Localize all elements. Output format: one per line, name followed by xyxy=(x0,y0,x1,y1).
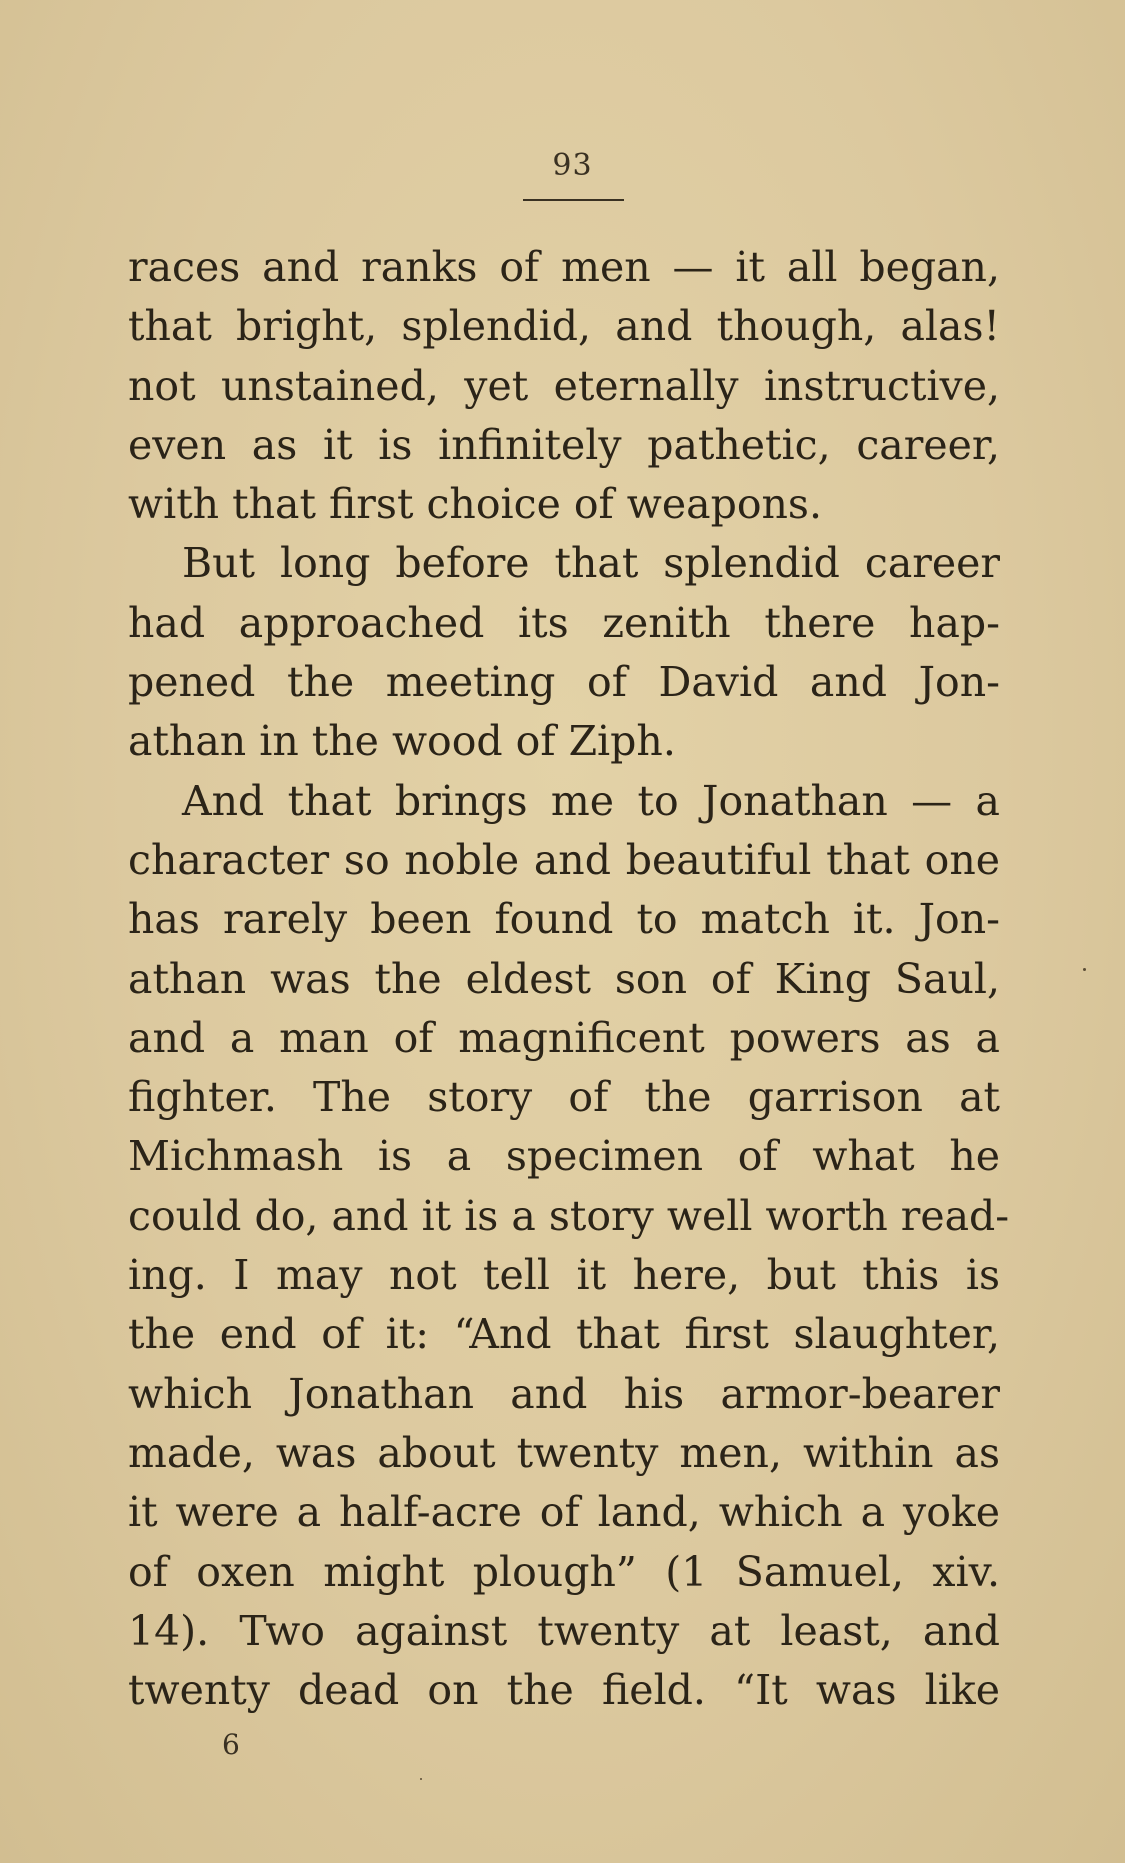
signature-mark: 6 xyxy=(222,1728,240,1761)
text-line: athan was the eldest son of King Saul, xyxy=(128,954,1000,1003)
text-line: But long before that splendid career xyxy=(182,539,1000,588)
text-line: character so noble and beautiful that one xyxy=(128,835,1000,884)
text-line: fighter. The story of the garrison at xyxy=(128,1073,1000,1122)
paper-speck xyxy=(420,1778,422,1780)
text-line: and a man of magnificent powers as a xyxy=(128,1013,1000,1062)
text-line: twenty dead on the field. “It was like xyxy=(128,1666,1000,1715)
text-line: pened the meeting of David and Jon- xyxy=(128,658,1000,707)
text-line: of oxen might plough” (1 Samuel, xiv. xyxy=(128,1547,1000,1596)
text-line: which Jonathan and his armor-bearer xyxy=(128,1369,1000,1418)
text-line: that bright, splendid, and though, alas! xyxy=(128,302,1000,351)
text-line: the end of it: “And that first slaughter, xyxy=(128,1310,1000,1359)
page-number: 93 xyxy=(552,148,593,183)
text-line: has rarely been found to match it. Jon- xyxy=(128,895,1000,944)
text-line: races and ranks of men — it all began, xyxy=(128,243,1000,291)
body-text xyxy=(128,238,1010,1720)
header-rule xyxy=(523,199,624,201)
text-line: with that first choice of weapons. xyxy=(128,480,822,529)
text-line: And that brings me to Jonathan — a xyxy=(182,776,1000,825)
text-line: it were a half-acre of land, which a yoke xyxy=(128,1488,1000,1537)
text-line: 14). Two against twenty at least, and xyxy=(128,1606,1000,1655)
text-line: ing. I may not tell it here, but this is xyxy=(128,1251,1000,1300)
text-line: could do, and it is a story well worth read- xyxy=(128,1191,1010,1240)
text-line: Michmash is a specimen of what he xyxy=(128,1132,1000,1181)
text-line: made, was about twenty men, within as xyxy=(128,1428,1000,1477)
text-line: athan in the wood of Ziph. xyxy=(128,717,676,766)
text-line: even as it is infinitely pathetic, career, xyxy=(128,420,1000,469)
text-line: not unstained, yet eternally instructive, xyxy=(128,361,1000,410)
paper-speck xyxy=(1083,968,1086,971)
text-line: had approached its zenith there hap- xyxy=(128,598,1000,647)
